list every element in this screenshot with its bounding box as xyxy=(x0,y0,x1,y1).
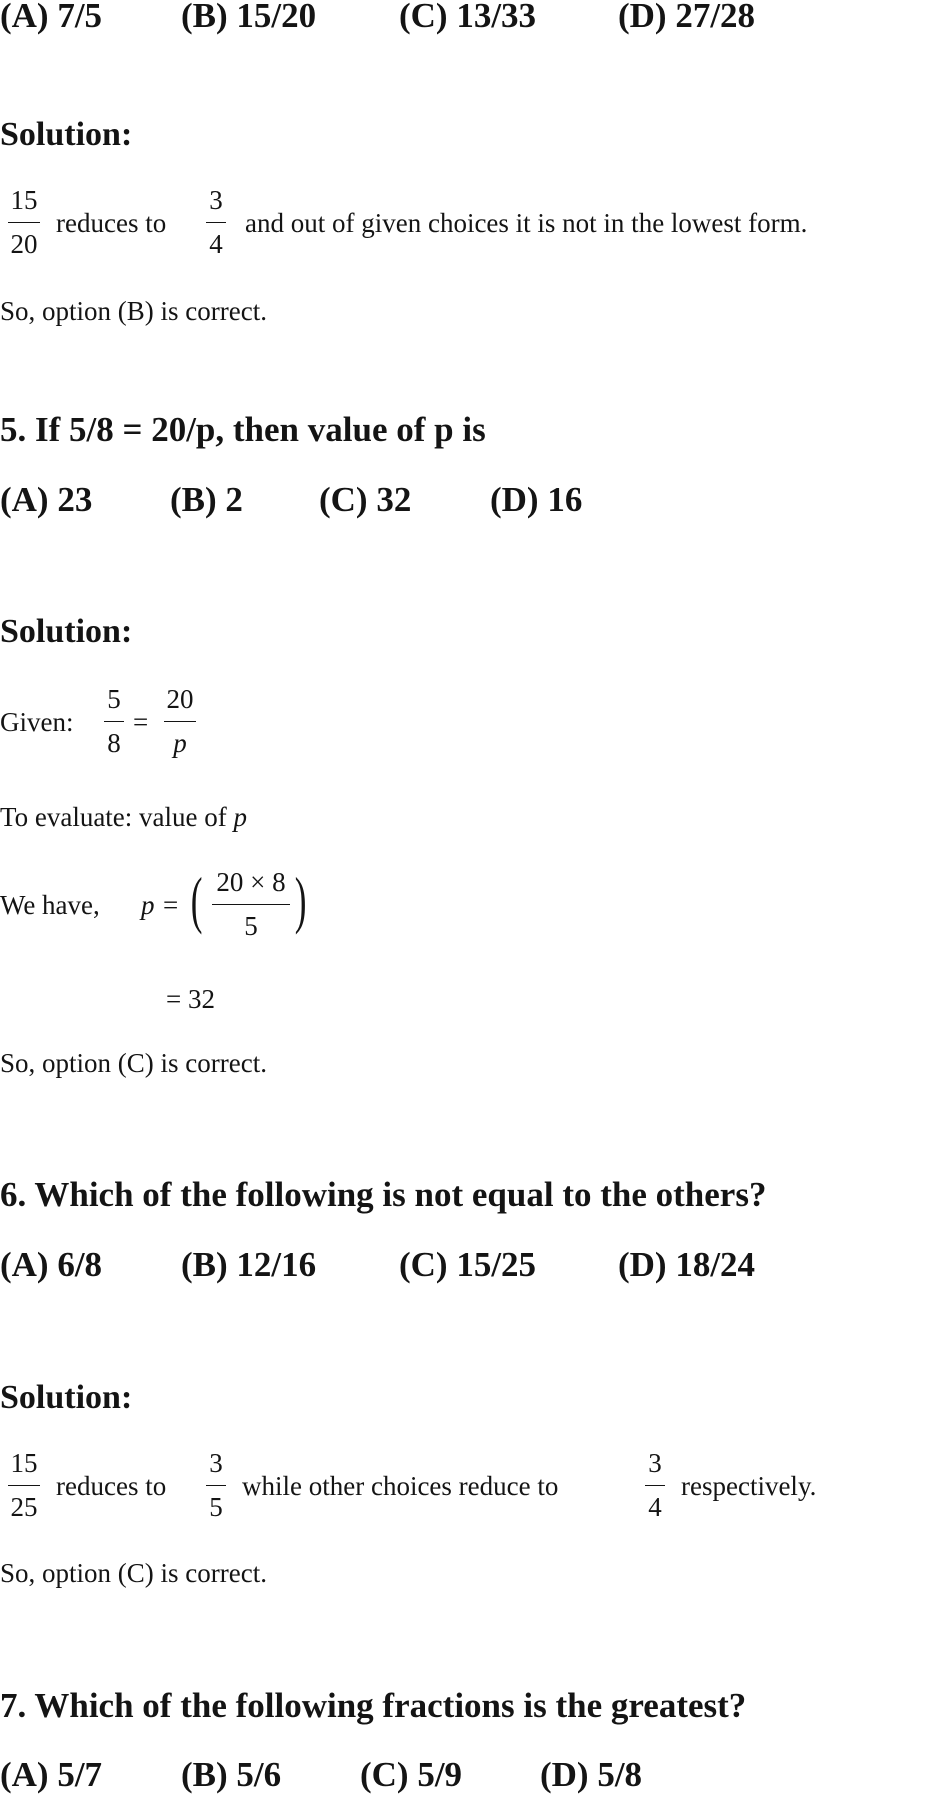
given-label: Given: xyxy=(0,707,74,737)
q4-option-a: (A) 7/5 xyxy=(0,0,103,35)
fraction-bar xyxy=(206,1485,226,1486)
fraction-denominator: 8 xyxy=(107,728,121,758)
q6-option-a: (A) 6/8 xyxy=(0,1245,103,1284)
to-evaluate-label: To evaluate: value of xyxy=(0,802,227,832)
right-parenthesis: ) xyxy=(294,864,307,935)
fraction-numerator: 20 xyxy=(166,684,194,714)
solution-4-text: and out of given choices it is not in the lowest form. xyxy=(245,208,808,238)
fraction-numerator: 5 xyxy=(107,684,121,714)
question-5-title: 5. If 5/8 = 20/p, then value of p is xyxy=(0,410,486,449)
equals-sign: = xyxy=(163,890,179,920)
q6-options xyxy=(0,1245,936,1285)
solution-heading-4: Solution: xyxy=(0,116,133,153)
solution-5-conclusion: So, option (C) is correct. xyxy=(0,1048,267,1078)
reduces-to-text: reduces to xyxy=(56,1471,167,1501)
fraction-denominator: 4 xyxy=(209,229,223,259)
solution-4-conclusion: So, option (B) is correct. xyxy=(0,296,267,326)
q7-option-c: (C) 5/9 xyxy=(360,1755,463,1794)
q4-option-d: (D) 27/28 xyxy=(618,0,756,35)
fraction-bar xyxy=(206,222,226,223)
fraction-numerator: 15 xyxy=(10,185,38,215)
variable-p: p xyxy=(141,890,155,920)
fraction-numerator: 20 × 8 xyxy=(216,867,286,897)
fraction-bar xyxy=(645,1485,665,1486)
fraction-denominator: 20 xyxy=(10,229,38,259)
fraction-denominator: 5 xyxy=(244,911,258,941)
q6-option-d: (D) 18/24 xyxy=(618,1245,756,1284)
fraction-bar xyxy=(164,721,196,722)
q7-options xyxy=(0,1755,936,1795)
q6-option-b: (B) 12/16 xyxy=(181,1245,317,1284)
solution-6-conclusion: So, option (C) is correct. xyxy=(0,1558,267,1588)
solution-heading-5: Solution: xyxy=(0,613,133,650)
to-evaluate-text xyxy=(0,801,247,833)
while-other-choices-text: while other choices reduce to xyxy=(242,1471,559,1501)
reduces-to-text: reduces to xyxy=(56,208,167,238)
q5-option-c: (C) 32 xyxy=(319,480,412,519)
equals-sign: = xyxy=(133,707,149,737)
fraction-denominator: 5 xyxy=(209,1492,223,1522)
question-6-title: 6. Which of the following is not equal to the others? xyxy=(0,1175,767,1214)
solution-heading-6: Solution: xyxy=(0,1379,133,1416)
fraction-bar xyxy=(212,904,290,905)
left-parenthesis: ( xyxy=(190,864,203,935)
respectively-text: respectively. xyxy=(681,1471,817,1501)
q5-option-b: (B) 2 xyxy=(170,480,243,519)
q7-option-d: (D) 5/8 xyxy=(540,1755,643,1794)
fraction-denominator: 25 xyxy=(10,1492,38,1522)
q7-option-b: (B) 5/6 xyxy=(181,1755,282,1794)
result-32: = 32 xyxy=(166,984,215,1014)
q5-options xyxy=(0,480,936,520)
fraction-denominator: 4 xyxy=(648,1492,662,1522)
fraction-bar xyxy=(104,721,124,722)
fraction-bar xyxy=(8,1485,40,1486)
q7-option-a: (A) 5/7 xyxy=(0,1755,103,1794)
fraction-numerator: 3 xyxy=(209,1448,223,1478)
q6-option-c: (C) 15/25 xyxy=(399,1245,537,1284)
question-7-title: 7. Which of the following fractions is the greatest? xyxy=(0,1686,747,1725)
variable-p: p xyxy=(233,802,248,832)
fraction-numerator: 3 xyxy=(209,185,223,215)
q4-options xyxy=(0,0,936,36)
fraction-denominator: p xyxy=(173,728,187,758)
fraction-numerator: 15 xyxy=(10,1448,38,1478)
we-have-text: We have, xyxy=(0,890,100,920)
fraction-numerator: 3 xyxy=(648,1448,662,1478)
q4-option-b: (B) 15/20 xyxy=(181,0,317,35)
q4-option-c: (C) 13/33 xyxy=(399,0,537,35)
q5-option-d: (D) 16 xyxy=(490,480,583,519)
fraction-bar xyxy=(8,222,40,223)
q5-option-a: (A) 23 xyxy=(0,480,93,519)
